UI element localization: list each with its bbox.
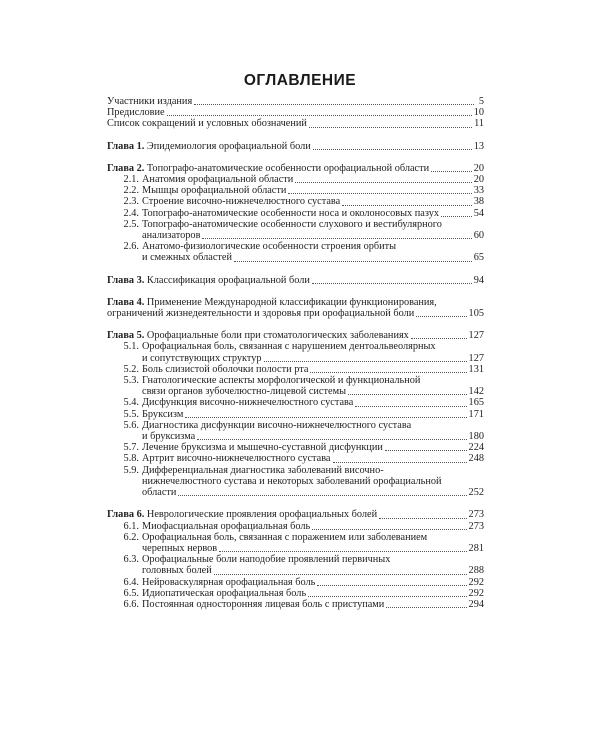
- toc-chapter-5[interactable]: [107, 330, 484, 341]
- toc-page-number: 11: [474, 118, 484, 130]
- toc-entry-label: Строение височно-нижнечелюстного сустава: [142, 196, 341, 208]
- toc-section-5-8[interactable]: [107, 453, 484, 464]
- page-title: ОГЛАВЛЕНИЕ: [243, 72, 357, 89]
- dot-leader: [333, 462, 467, 463]
- toc-section-2-2[interactable]: [107, 185, 484, 196]
- toc-entry-label: Орофациальные боли при стоматологических заболеваниях: [146, 330, 409, 342]
- toc-section-6-1[interactable]: [107, 521, 484, 532]
- toc-page-number: 131: [468, 363, 484, 375]
- dot-leader: [348, 394, 467, 395]
- toc-entry-label: Нейроваскулярная орофациальная боль: [142, 576, 316, 588]
- toc-entry-label-cont: и сопутствующих структур: [142, 352, 262, 364]
- toc-section-6-6[interactable]: [107, 599, 484, 610]
- toc-page-number: 65: [473, 252, 484, 264]
- dot-leader: [219, 551, 466, 552]
- toc-entry-label: Классификация орофациальной боли: [146, 274, 310, 286]
- toc-section-5-3[interactable]: [107, 375, 484, 397]
- section-number: 6.2.: [123, 531, 139, 543]
- dot-leader: [441, 216, 472, 217]
- dot-leader: [167, 115, 472, 116]
- section-number: 5.6.: [123, 419, 139, 431]
- chapter-heading: Глава 3.: [107, 274, 145, 286]
- dot-leader: [202, 238, 471, 239]
- toc-page-number: 248: [468, 453, 484, 465]
- toc-page-number: 252: [468, 487, 484, 499]
- toc-section-5-6[interactable]: [107, 420, 484, 442]
- toc-page-number: 105: [468, 308, 484, 320]
- toc-entry-label: Анатомо-физиологические особенности строения орбиты: [142, 241, 397, 253]
- chapter-heading: Глава 1.: [107, 140, 145, 152]
- section-number: 2.6.: [123, 241, 139, 253]
- dot-leader: [214, 574, 467, 575]
- toc-chapter-3[interactable]: [107, 275, 484, 286]
- toc-section-5-2[interactable]: [107, 364, 484, 375]
- toc-section-2-6[interactable]: [107, 241, 484, 263]
- toc-entry-label: Орофациальные боли наподобие проявлений первичных: [142, 554, 391, 566]
- section-number: 5.8.: [123, 453, 139, 465]
- toc-page-number: 165: [468, 397, 484, 409]
- section-number: 6.1.: [123, 520, 139, 532]
- toc-entry-label: Артрит височно-нижнечелюстного сустава: [142, 453, 331, 465]
- toc-section-6-5[interactable]: [107, 588, 484, 599]
- dot-leader: [312, 529, 466, 530]
- dot-leader: [385, 450, 467, 451]
- toc-entry-preface[interactable]: [107, 107, 484, 118]
- toc-entry-label: Гнатологические аспекты морфологической и функциональной: [142, 375, 421, 387]
- dot-leader: [309, 127, 472, 128]
- toc-section-5-4[interactable]: [107, 397, 484, 408]
- toc-section-5-5[interactable]: [107, 409, 484, 420]
- toc-page-number: 171: [468, 408, 484, 420]
- chapter-heading: Глава 4.: [107, 296, 145, 308]
- toc-chapter-2[interactable]: [107, 163, 484, 174]
- toc-page-number: 180: [468, 431, 484, 443]
- toc-entry-label-cont: черепных нервов: [142, 542, 218, 554]
- section-number: 5.3.: [123, 375, 139, 387]
- toc-entry-label: Мышцы орофациальной области: [142, 185, 287, 197]
- toc-entry-label-cont: анализаторов: [142, 230, 201, 242]
- section-number: 5.4.: [123, 397, 139, 409]
- toc-entry-label: Топографо-анатомические особенности орофациальной области: [146, 162, 430, 174]
- dot-leader: [411, 338, 467, 339]
- toc-entry-label: Постоянная односторонняя лицевая боль с приступами: [142, 598, 385, 610]
- section-number: 2.2.: [123, 185, 139, 197]
- toc-entry-contributors[interactable]: [107, 96, 484, 107]
- toc-entry-label: Применение Международной классификации функционирования,: [146, 296, 437, 308]
- toc-entry-label-cont: области: [142, 487, 177, 499]
- toc-section-6-2[interactable]: [107, 532, 484, 554]
- dot-leader: [379, 518, 466, 519]
- toc-entry-label: Лечение бруксизма и мышечно-суставной дисфункции: [142, 442, 383, 454]
- dot-leader: [342, 205, 471, 206]
- toc-section-2-4[interactable]: [107, 208, 484, 219]
- dot-leader: [295, 182, 471, 183]
- toc-page-number: 224: [468, 442, 484, 454]
- toc-entry-label: Дифференциальная диагностика заболеваний височно-: [142, 464, 384, 476]
- section-number: 5.7.: [123, 442, 139, 454]
- section-number: 6.5.: [123, 587, 139, 599]
- toc-section-5-1[interactable]: [107, 341, 484, 363]
- toc-chapter-4[interactable]: [107, 297, 484, 319]
- toc-page-number: 142: [468, 386, 484, 398]
- toc-page-number: 292: [468, 576, 484, 588]
- toc-page-number: 38: [473, 196, 484, 208]
- toc-chapter-6[interactable]: [107, 509, 484, 520]
- section-number: 5.1.: [123, 341, 139, 353]
- toc-entry-label-cont: нижнечелюстного сустава и некоторых заболеваний орофациальной: [142, 475, 442, 487]
- toc-page-number: 127: [468, 330, 484, 342]
- toc-entry-label: Участники издания: [107, 96, 193, 107]
- toc-page-number: 288: [468, 565, 484, 577]
- toc-page-number: 13: [473, 140, 484, 152]
- dot-leader: [234, 261, 472, 262]
- dot-leader: [288, 193, 471, 194]
- toc-entry-label: Орофациальная боль, связанная с поражением или заболеванием: [142, 531, 428, 543]
- dot-leader: [197, 439, 466, 440]
- toc-page-number: 94: [473, 274, 484, 286]
- toc-section-2-5[interactable]: [107, 219, 484, 241]
- toc-entry-label: Дисфункция височно-нижнечелюстного сустава: [142, 397, 354, 409]
- toc-page-number: 281: [468, 542, 484, 554]
- dot-leader: [386, 607, 466, 608]
- toc-entry-label: Анатомия орофациальной области: [142, 174, 294, 186]
- toc-section-2-3[interactable]: [107, 196, 484, 207]
- toc-section-6-3[interactable]: [107, 554, 484, 576]
- dot-leader: [312, 283, 472, 284]
- dot-leader: [264, 361, 467, 362]
- toc-entry-label: Эпидемиология орофациальной боли: [146, 140, 311, 152]
- dot-leader: [431, 171, 472, 172]
- section-number: 5.9.: [123, 464, 139, 476]
- dot-leader: [308, 596, 466, 597]
- toc-page-number: 273: [468, 520, 484, 532]
- section-number: 6.6.: [123, 598, 139, 610]
- toc-section-6-4[interactable]: [107, 577, 484, 588]
- toc-entry-label: Топографо-анатомические особенности носа и околоносовых пазух: [142, 207, 439, 219]
- toc-page-number: 60: [473, 230, 484, 242]
- toc-section-2-1[interactable]: [107, 174, 484, 185]
- toc-entry-label: Список сокращений и условных обозначений: [107, 118, 307, 130]
- section-number: 5.5.: [123, 408, 139, 420]
- toc-entry-label-cont: головных болей: [142, 565, 212, 577]
- toc-entry-label-cont: и бруксизма: [142, 431, 196, 443]
- dot-leader: [310, 372, 466, 373]
- toc-page-number: 10: [473, 107, 484, 119]
- toc-entry-label: Предисловие: [107, 107, 165, 119]
- chapter-heading: Глава 5.: [107, 330, 145, 342]
- toc-page-number: 292: [468, 587, 484, 599]
- toc-page-number: 127: [468, 352, 484, 364]
- toc-entry-label: Орофациальная боль, связанная с нарушением дентоальвеолярных: [142, 341, 436, 353]
- section-number: 2.4.: [123, 207, 139, 219]
- dot-leader: [355, 406, 466, 407]
- toc-page-number: 273: [468, 509, 484, 521]
- toc-page-number: 20: [473, 174, 484, 186]
- toc-entry-label: Неврологические проявления орофациальных болей: [146, 509, 378, 521]
- toc-chapter-1[interactable]: [107, 141, 484, 152]
- dot-leader: [178, 495, 466, 496]
- dot-leader: [416, 316, 466, 317]
- section-number: 2.1.: [123, 174, 139, 186]
- chapter-heading: Глава 2.: [107, 162, 145, 174]
- toc-page-number: 294: [468, 598, 484, 610]
- toc-entry-label: Топографо-анатомические особенности слухового и вестибулярного: [142, 218, 442, 230]
- dot-leader: [185, 417, 466, 418]
- section-number: 6.4.: [123, 576, 139, 588]
- toc-entry-label-cont: ограничений жизнедеятельности и здоровья при орофациальной боли: [107, 308, 415, 320]
- section-number: 2.3.: [123, 196, 139, 208]
- dot-leader: [317, 585, 466, 586]
- toc-entry-label-cont: и смежных областей: [142, 252, 232, 264]
- dot-leader: [313, 149, 472, 150]
- dot-leader: [194, 104, 474, 105]
- toc-section-5-7[interactable]: [107, 442, 484, 453]
- toc-entry-label: Бруксизм: [142, 408, 184, 420]
- table-of-contents: [107, 96, 484, 610]
- toc-entry-label: Боль слизистой оболочки полости рта: [142, 363, 309, 375]
- toc-page-number: 20: [473, 162, 484, 174]
- toc-section-5-9[interactable]: [107, 465, 484, 499]
- toc-entry-label: Миофасциальная орофациальная боль: [142, 520, 311, 532]
- toc-page-number: 33: [473, 185, 484, 197]
- toc-entry-label-cont: связи органов зубочелюстно-лицевой системы: [142, 386, 347, 398]
- toc-entry-label: Диагностика дисфункции височно-нижнечелюстного сустава: [142, 419, 412, 431]
- section-number: 6.3.: [123, 554, 139, 566]
- toc-page-number: 5: [478, 96, 484, 107]
- toc-entry-label: Идиопатическая орофациальная боль: [142, 587, 307, 599]
- toc-entry-abbreviations[interactable]: [107, 118, 484, 129]
- section-number: 2.5.: [123, 218, 139, 230]
- chapter-heading: Глава 6.: [107, 509, 145, 521]
- toc-page-number: 54: [473, 207, 484, 219]
- section-number: 5.2.: [123, 363, 139, 375]
